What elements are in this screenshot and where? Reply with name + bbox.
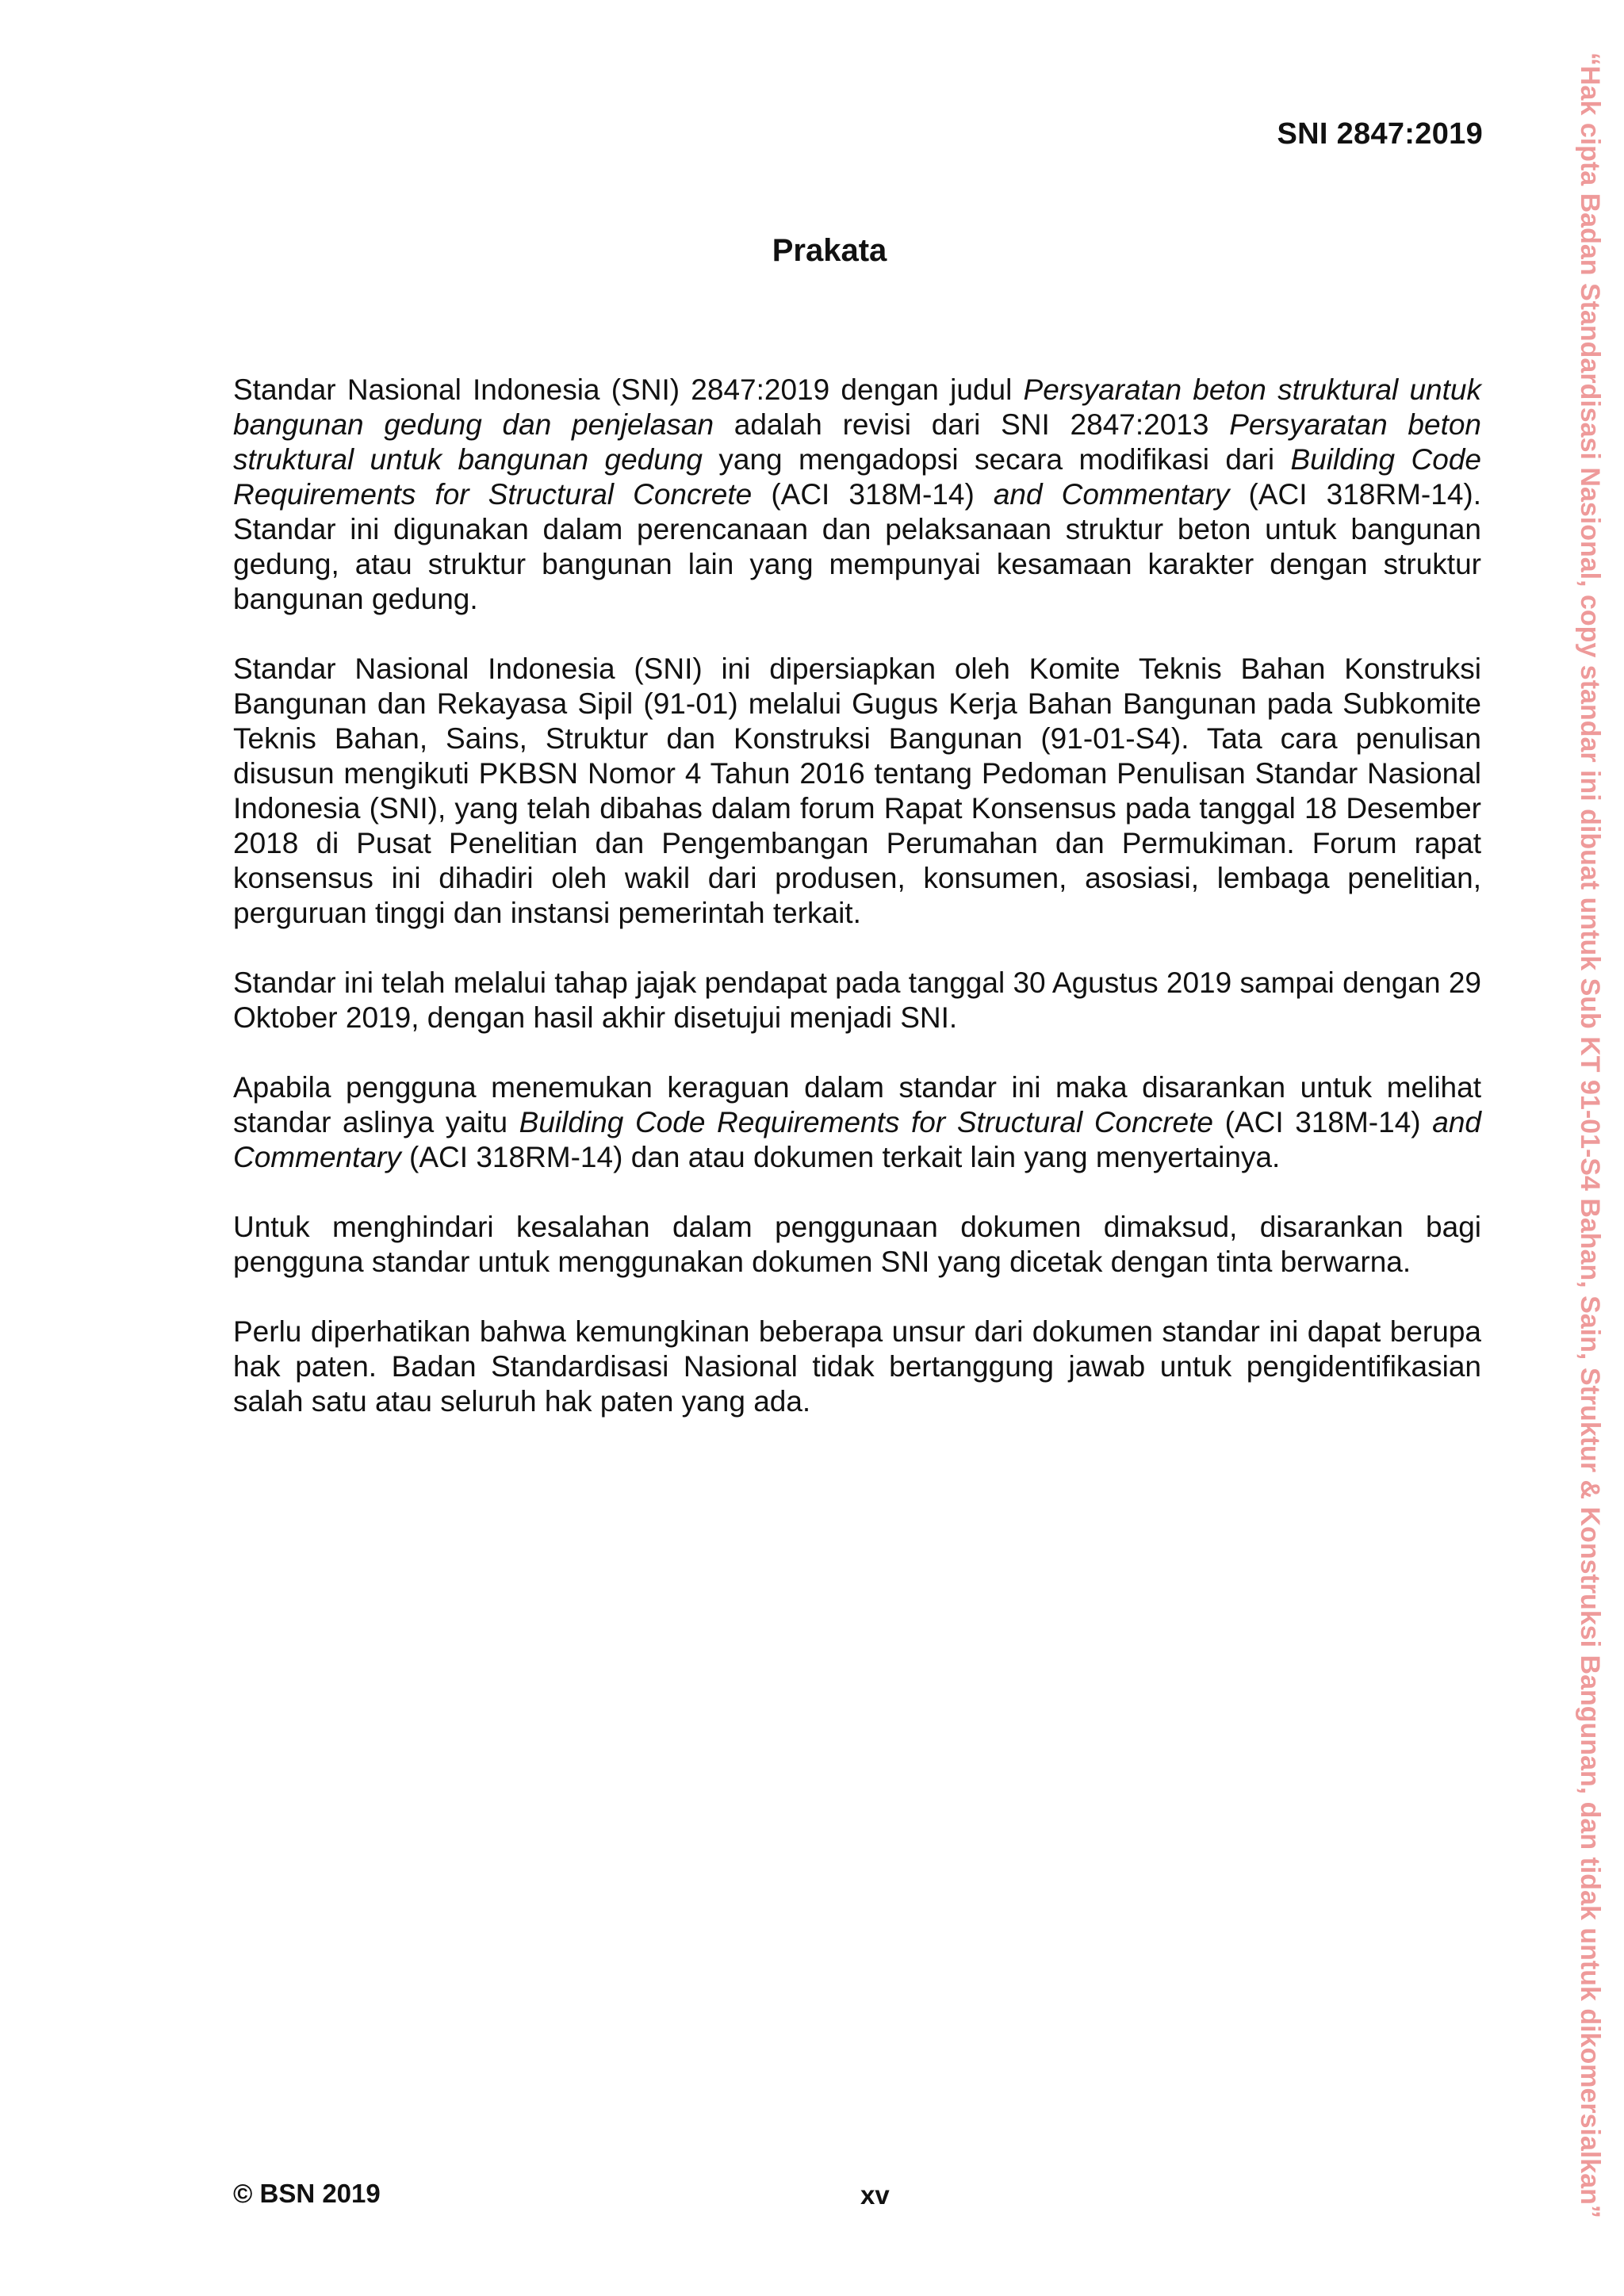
paragraph-5: Untuk menghindari kesalahan dalam penggunaan dokumen dimaksud, disarankan bagi pengguna standar untuk menggunakan dokumen SNI yang dicetak dengan tinta berwarna. — [233, 1211, 1481, 1278]
paragraph-4-text-2: (ACI 318M-14) — [1212, 1106, 1433, 1138]
paragraph-1-italic-4: and Commentary — [993, 478, 1230, 511]
paragraph-1-text-2: adalah revisi dari SNI 2847:2013 — [714, 408, 1230, 441]
paragraph-4-italic-2: and Commentary — [233, 1106, 1481, 1173]
document-body — [233, 373, 1481, 1454]
footer-page-number: xv — [860, 2180, 890, 2210]
paragraph-4-italic-1: Building Code Requirements for Structural Concrete — [519, 1106, 1213, 1138]
paragraph-3: Standar ini telah melalui tahap jajak pendapat pada tanggal 30 Agustus 2019 sampai dengan 29 Oktober 2019, dengan hasil akhir disetujui menjadi SNI. — [233, 966, 1481, 1034]
paragraph-1-italic-3: Building Code Requirements for Structural Concrete — [233, 443, 1481, 511]
copyright-watermark: “Hak cipta Badan Standardisasi Nasional, copy standar ini dibuat untuk Sub KT 91-01-S4 Bahan, Sain, Struktur & Konstruksi Bangunan, dan tidak untuk dikomersialkan” — [1575, 52, 1605, 2218]
paragraph-4-text-1: Apabila pengguna menemukan keraguan dalam standar ini maka disarankan untuk melihat standar aslinya yaitu — [233, 1071, 1481, 1138]
paragraph-1-italic-2: Persyaratan beton struktural untuk bangunan gedung — [233, 408, 1482, 476]
paragraph-4-text-3: (ACI 318RM-14) dan atau dokumen terkait lain yang menyertainya. — [400, 1141, 1281, 1173]
paragraph-1 — [233, 373, 1481, 617]
paragraph-1-text-4: (ACI 318M-14) — [752, 478, 994, 511]
page-title: Prakata — [772, 233, 887, 268]
paragraph-6: Perlu diperhatikan bahwa kemungkinan beberapa unsur dari dokumen standar ini dapat berupa hak paten. Badan Standardisasi Nasional tidak bertanggung jawab untuk pengidentifikasian salah satu atau seluruh hak paten yang ada. — [233, 1315, 1481, 1418]
paragraph-2: Standar Nasional Indonesia (SNI) ini dipersiapkan oleh Komite Teknis Bahan Konstruksi Bangunan dan Rekayasa Sipil (91-01) melalui Gugus Kerja Bahan Bangunan pada Subkomite Teknis Bahan, Sains, Struktur dan Konstruksi Bangunan (91-01-S4). Tata cara penulisan disusun mengikuti PKBSN Nomor 4 Tahun 2016 tentang Pedoman Penulisan Standar Nasional Indonesia (SNI), yang telah dibahas dalam forum Rapat Konsensus pada tanggal 18 Desember 2018 di Pusat Penelitian dan Pengembangan Perumahan dan Permukiman. Forum rapat konsensus ini dihadiri oleh wakil dari produsen, konsumen, asosiasi, lembaga penelitian, perguruan tinggi dan instansi pemerintah terkait. — [233, 652, 1481, 929]
footer-copyright: © BSN 2019 — [233, 2179, 381, 2208]
paragraph-1-text-5: (ACI 318RM-14). Standar ini digunakan dalam perencanaan dan pelaksanaan struktur beton untuk bangunan gedung, atau struktur bangunan lain yang mempunyai kesamaan karakter dengan struktur bangunan gedung. — [233, 478, 1481, 615]
paragraph-1-italic-1: Persyaratan beton struktural untuk bangunan gedung dan penjelasan — [233, 373, 1481, 441]
paragraph-1-text-3: yang mengadopsi secara modifikasi dari — [702, 443, 1291, 476]
document-code: SNI 2847:2019 — [1277, 117, 1483, 151]
paragraph-1-text-1: Standar Nasional Indonesia (SNI) 2847:2019 dengan judul — [233, 373, 1024, 406]
paragraph-4 — [233, 1070, 1481, 1175]
